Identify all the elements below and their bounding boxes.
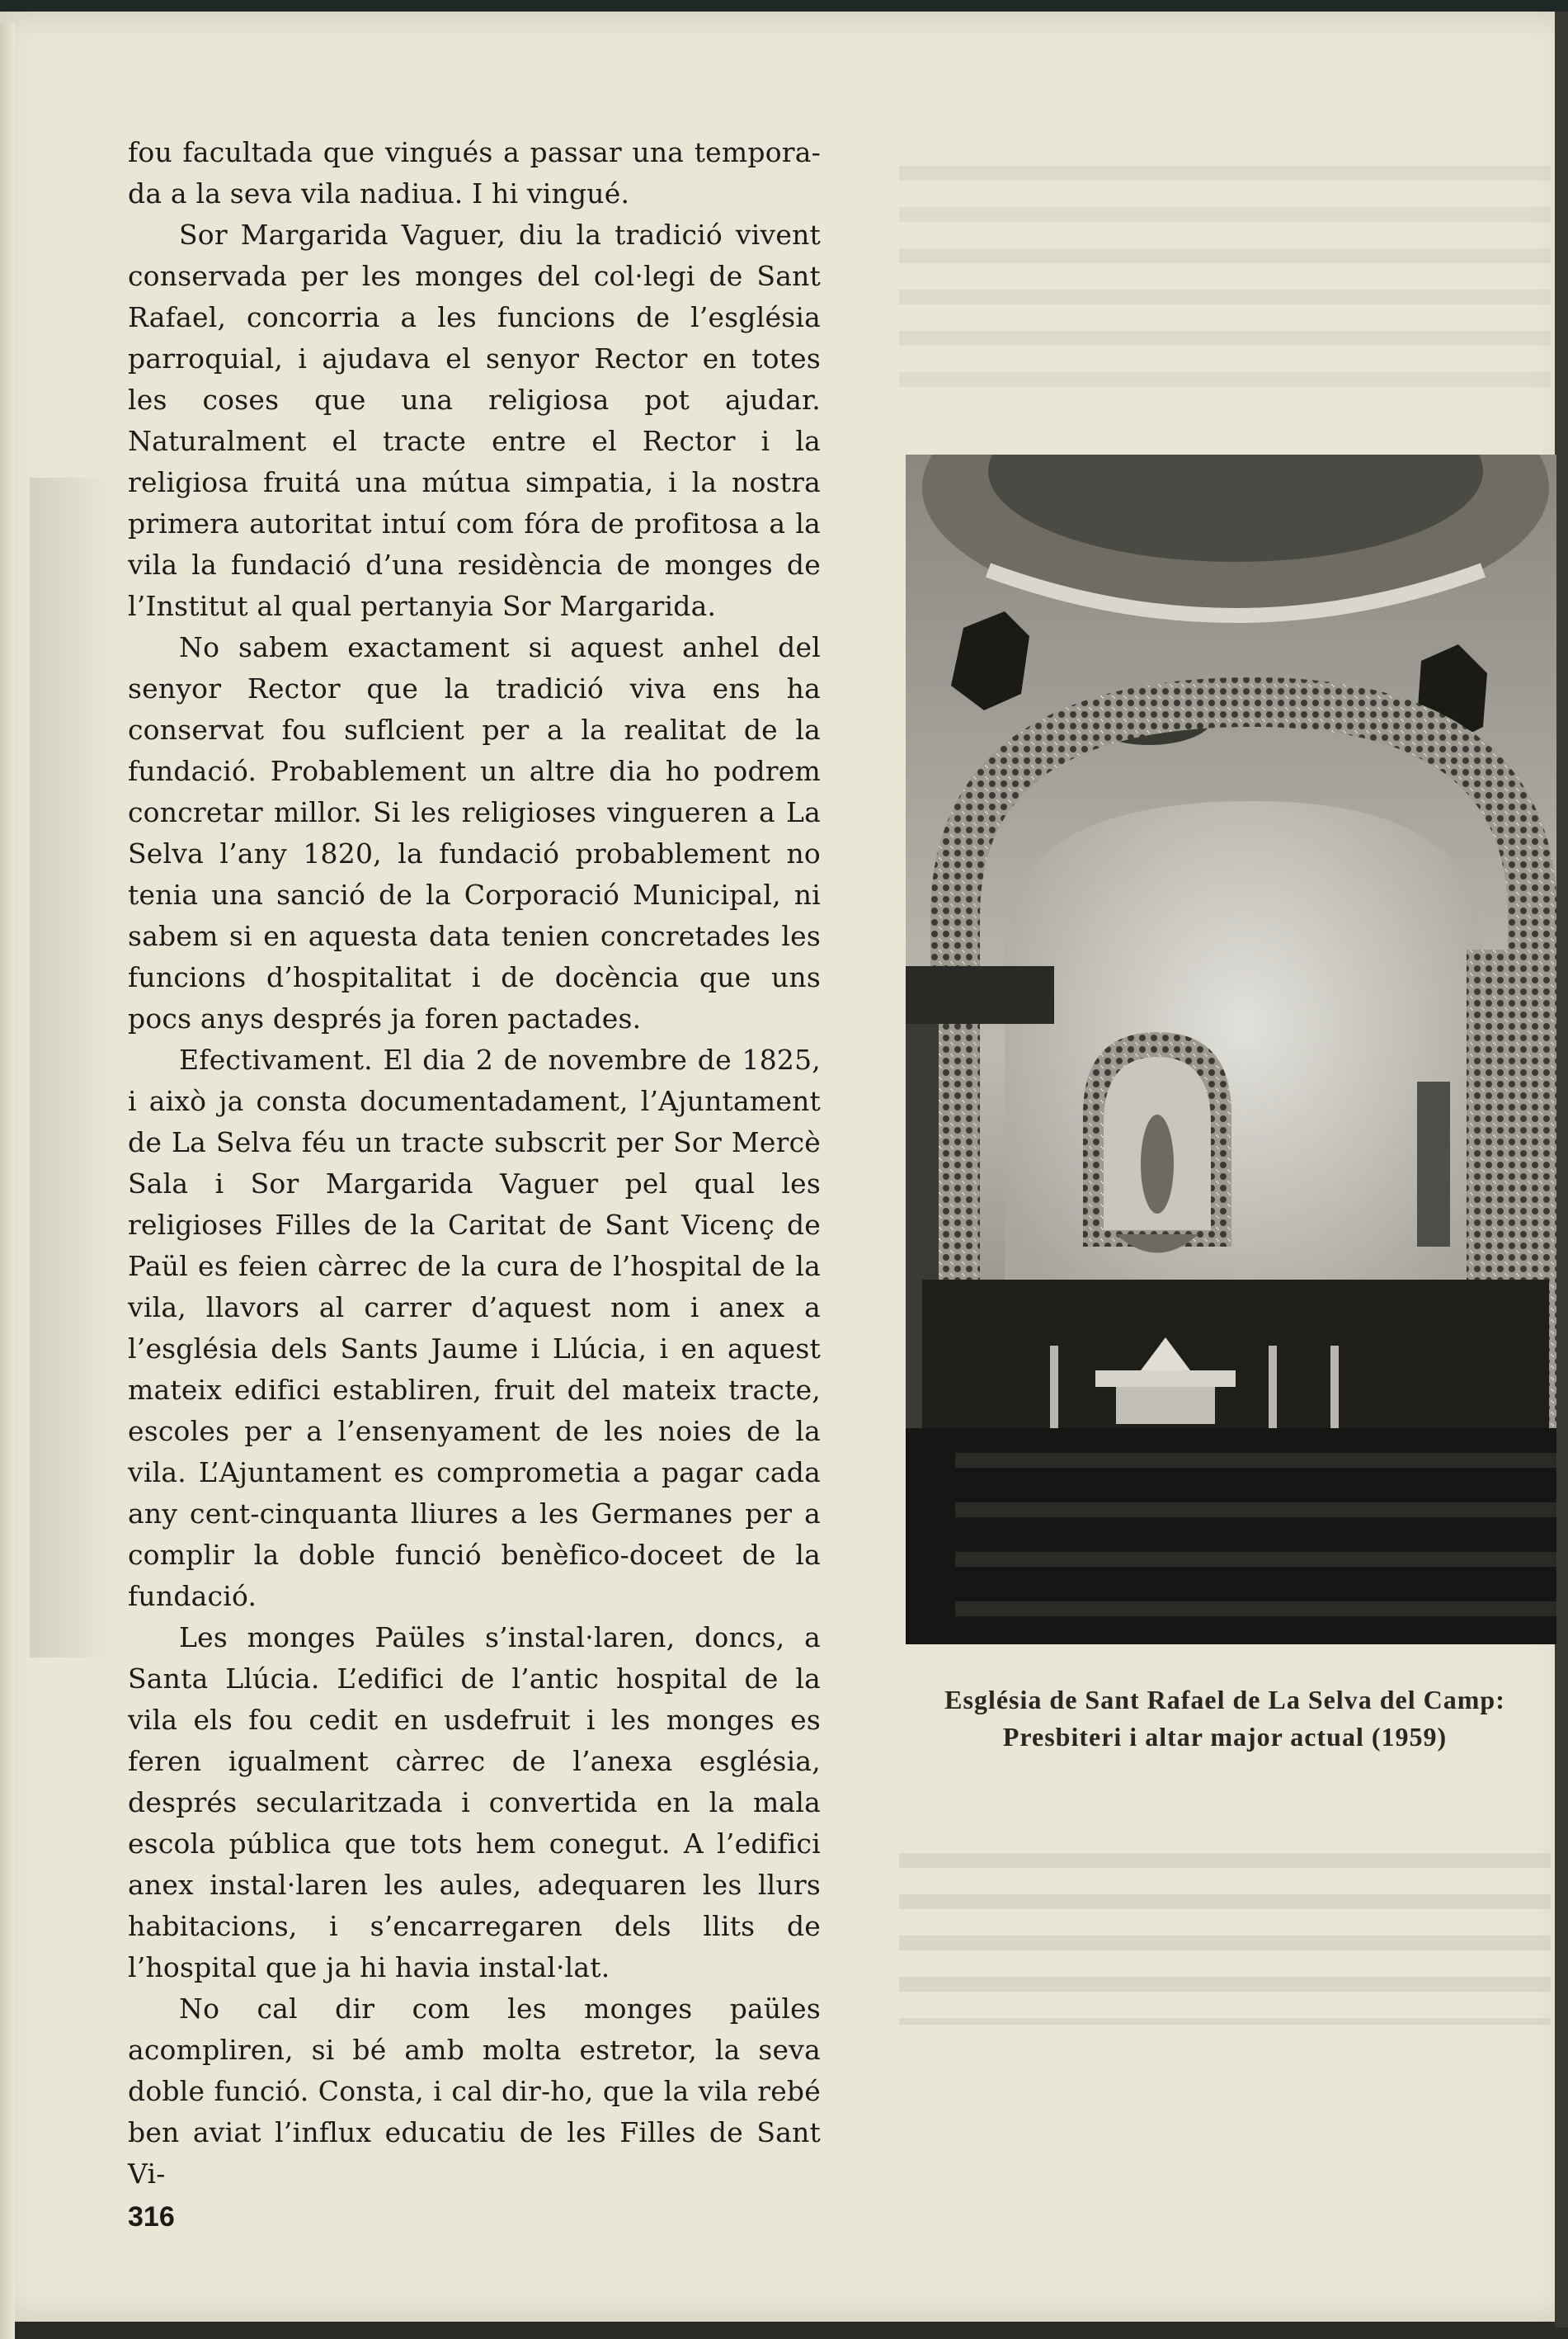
paragraph: Efectivament. El dia 2 de novembre de 1825, i això ja consta documentadament, l’Ajuntament de La Selva féu un tracte subscrit per Sor Mercè Sala i Sor Margarida Vaguer pel qual les religioses Filles de la Caritat de Sant Vicenç de Paül es feien càrrec de la cura de l’hospital de la vila, llavors al carrer d’aquest nom i anex a l’església dels Sants Jaume i Llúcia, i en aquest mateix edifici establiren, fruit del mateix tracte, escoles per a l’ensenyament de les noies de la vila. L’Ajuntament es comprometia a pagar cada any cent-cinquanta lliures a les Germanes per a complir la doble funció benèfico-doceet de la fundació. bbox=[128, 1044, 821, 1612]
page-left-edge bbox=[0, 23, 15, 2339]
page-number: 316 bbox=[128, 2201, 175, 2233]
show-through-text-top bbox=[899, 148, 1551, 395]
caption-line: Presbiteri i altar major actual (1959) bbox=[1002, 1722, 1448, 1752]
church-altar-illustration bbox=[906, 455, 1556, 1644]
show-through-text-bottom bbox=[899, 1835, 1551, 2025]
main-text-column bbox=[128, 132, 821, 2195]
scan-bleed-shadow bbox=[30, 478, 112, 1658]
paragraph: No cal dir com les monges paüles acompliren, si bé amb molta estretor, la seva doble funció. Consta, i cal dir-ho, que la vila rebé ben aviat l’influx educatiu de les Filles de Sant Vi- bbox=[128, 1992, 821, 2190]
church-altar-photo bbox=[906, 455, 1556, 1644]
adjacent-page-strip bbox=[1555, 12, 1568, 2327]
caption-line: Església de Sant Rafael de La Selva del Camp: bbox=[944, 1685, 1505, 1714]
figure-caption bbox=[887, 1681, 1563, 1756]
scan-top-border bbox=[0, 0, 1568, 12]
paragraph: Les monges Paüles s’instal·laren, doncs, a Santa Llúcia. L’edifici de l’antic hospital de la vila els fou cedit en usdefruit i les monges es feren igualment càrrec de l’anexa església, després secularitzada i convertida en la mala escola pública que tots hem conegut. A l’edifici anex instal·laren les aules, adequaren les llurs habitacions, i s’encarregaren dels llits de l’hospital que ja hi havia instal·lat. bbox=[128, 1621, 821, 1983]
paragraph: Sor Margarida Vaguer, diu la tradició vivent conservada per les monges del col·legi de Sant Rafael, concorria a les funcions de l’església parroquial, i ajudava el senyor Rector en totes les coses que una religiosa pot ajudar. Naturalment el tracte entre el Rector i la religiosa fruitá una mútua simpatia, i la nostra primera autoritat intuí com fóra de profitosa a la vila la fundació d’una residència de monges de l’Institut al qual pertanyia Sor Margarida. bbox=[128, 219, 821, 622]
paragraph: fou facultada que vingués a passar una tempora-da a la seva vila nadiua. I hi vingué. bbox=[128, 136, 821, 210]
paragraph: No sabem exactament si aquest anhel del senyor Rector que la tradició viva ens ha conservat fou suflcient per a la realitat de la fundació. Probablement un altre dia ho podrem concretar millor. Si les religioses vingueren a La Selva l’any 1820, la fundació probablement no tenia una sanció de la Corporació Municipal, ni sabem si en aquesta data tenien concretades les funcions d’hospitalitat i de docència que uns pocs anys després ja foren pactades. bbox=[128, 631, 821, 1035]
